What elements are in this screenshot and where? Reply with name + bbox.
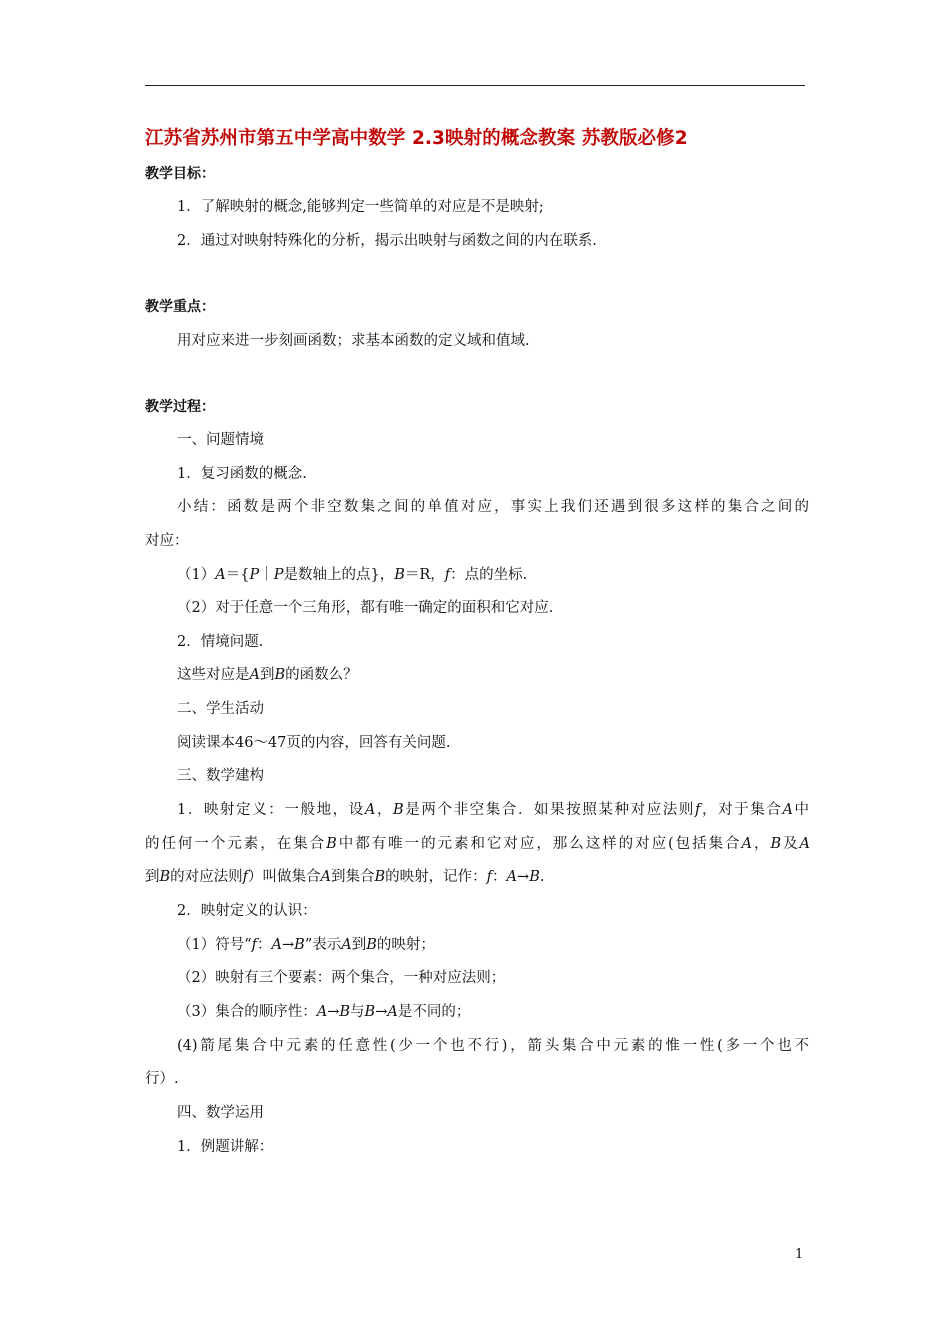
header-rule bbox=[145, 85, 805, 86]
review-item: 1．复习函数的概念. bbox=[177, 466, 307, 482]
situation-question: 这些对应是A到B的函数么？ bbox=[177, 667, 358, 683]
summary-line-1: 小结：函数是两个非空数集之间的单值对应，事实上我们还遇到很多这样的集合之间的 bbox=[177, 499, 809, 515]
objectives-heading: 教学目标： bbox=[145, 166, 215, 182]
example-1: （1）A＝{P｜P是数轴上的点}，B＝R，f：点的坐标. bbox=[177, 567, 528, 583]
definition-line-3: 到B的对应法则f）叫做集合A到集合B的映射，记作：f：A→B. bbox=[145, 869, 545, 885]
document-title: 江苏省苏州市第五中学高中数学 2.3映射的概念教案 苏教版必修2 bbox=[145, 128, 688, 149]
remark-2: （2）映射有三个要素：两个集合，一种对应法则； bbox=[177, 970, 506, 986]
page-number: 1 bbox=[795, 1247, 804, 1262]
example-2: （2）对于任意一个三角形，都有唯一确定的面积和它对应. bbox=[177, 600, 554, 616]
summary-line-2: 对应： bbox=[145, 533, 189, 549]
section-4-heading: 四、数学运用 bbox=[177, 1105, 264, 1121]
process-heading: 教学过程： bbox=[145, 399, 215, 415]
remark-1: （1）符号“f：A→B”表示A到B的映射； bbox=[177, 937, 435, 953]
section-1-heading: 一、问题情境 bbox=[177, 432, 264, 448]
section-3-heading: 三、数学建构 bbox=[177, 768, 264, 784]
examples-item: 1．例题讲解： bbox=[177, 1139, 274, 1155]
keypoints-heading: 教学重点： bbox=[145, 299, 215, 315]
remark-4-line-1: (4)箭尾集合中元素的任意性(少一个也不行)，箭头集合中元素的惟一性(多一个也不 bbox=[177, 1038, 809, 1054]
understanding-item: 2．映射定义的认识： bbox=[177, 903, 317, 919]
objective-2: 2．通过对映射特殊化的分析，揭示出映射与函数之间的内在联系. bbox=[177, 233, 597, 249]
situation-item: 2．情境问题. bbox=[177, 634, 264, 650]
definition-line-2: 的任何一个元素，在集合B中都有唯一的元素和它对应，那么这样的对应(包括集合A，B及A bbox=[145, 836, 811, 852]
remark-3: （3）集合的顺序性：A→B与B→A是不同的； bbox=[177, 1004, 471, 1020]
reading-task: 阅读课本46～47页的内容，回答有关问题. bbox=[177, 735, 451, 751]
remark-4-line-2: 行）. bbox=[145, 1071, 179, 1087]
keypoints-text: 用对应来进一步刻画函数；求基本函数的定义域和值域. bbox=[177, 333, 530, 349]
objective-1: 1．了解映射的概念,能够判定一些简单的对应是不是映射; bbox=[177, 199, 544, 215]
section-2-heading: 二、学生活动 bbox=[177, 701, 264, 717]
definition-line-1: 1．映射定义：一般地，设A，B是两个非空集合．如果按照某种对应法则f，对于集合A中 bbox=[177, 802, 810, 818]
